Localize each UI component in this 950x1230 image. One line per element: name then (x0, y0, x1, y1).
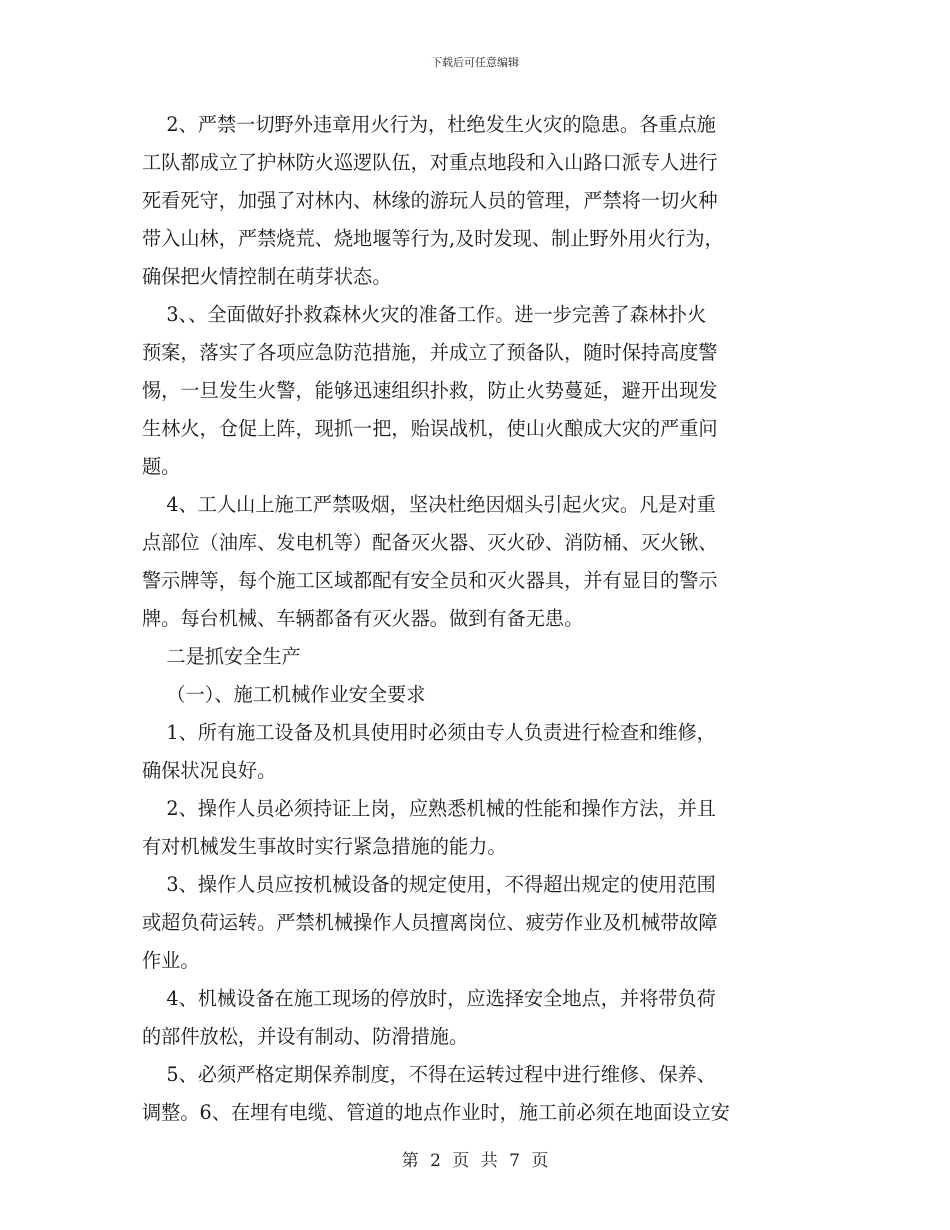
body-line: 确保把火情控制在萌芽状态。 (142, 265, 392, 288)
body-line: 题。 (142, 455, 181, 478)
body-line: 2、严禁一切野外违章用火行为，杜绝发生火灾的隐患。各重点施 (142, 113, 716, 136)
body-line: 3、操作人员应按机械设备的规定使用，不得超出规定的使用范围 (142, 873, 716, 896)
body-line: 调整。6、在埋有电缆、管道的地点作业时，施工前必须在地面设立安 (142, 1101, 730, 1124)
page-header-note: 下载后可任意编辑 (431, 56, 519, 69)
body-line: 死看死守，加强了对林内、林缘的游玩人员的管理，严禁将一切火种 (142, 189, 718, 212)
subsection-heading: （一）、施工机械作业安全要求 (142, 683, 426, 706)
page-number: 第 2 页 共 7 页 (401, 1151, 549, 1171)
body-line: 1、所有施工设备及机具使用时必须由专人负责进行检查和维修， (142, 721, 716, 744)
body-line: 或超负荷运转。严禁机械操作人员擅离岗位、疲劳作业及机械带故障 (142, 911, 718, 934)
body-line: 点部位（油库、发电机等）配备灭火器、灭火砂、消防桶、灭火锹、 (142, 531, 718, 554)
body-line: 牌。每台机械、车辆都备有灭火器。做到有备无患。 (142, 607, 584, 630)
body-line: 预案，落实了各项应急防范措施，并成立了预备队，随时保持高度警 (142, 341, 718, 364)
body-line: 的部件放松，并设有制动、防滑措施。 (142, 1025, 469, 1048)
body-line: 作业。 (142, 949, 200, 972)
body-line: 带入山林，严禁烧荒、烧地堰等行为,及时发现、制止野外用火行为， (142, 227, 724, 250)
body-line: 确保状况良好。 (142, 759, 277, 782)
body-line: 惕，一旦发生火警，能够迅速组织扑救，防止火势蔓延，避开出现发 (142, 379, 718, 402)
body-line: 警示牌等，每个施工区域都配有安全员和灭火器具，并有显目的警示 (142, 569, 718, 592)
body-line: 有对机械发生事故时实行紧急措施的能力。 (142, 835, 507, 858)
body-line: 生林火，仓促上阵，现抓一把，贻误战机，使山火酿成大灾的严重问 (142, 417, 718, 440)
body-line: 4、机械设备在施工现场的停放时，应选择安全地点，并将带负荷 (142, 987, 716, 1010)
body-line: 2、操作人员必须持证上岗，应熟悉机械的性能和操作方法，并且 (142, 797, 716, 820)
body-line: 工队都成立了护林防火巡逻队伍，对重点地段和入山路口派专人进行 (142, 151, 718, 174)
section-heading: 二是抓安全生产 (142, 645, 301, 668)
body-line: 5、必须严格定期保养制度，不得在运转过程中进行维修、保养、 (142, 1063, 716, 1086)
body-line: 4、工人山上施工严禁吸烟，坚决杜绝因烟头引起火灾。凡是对重 (142, 493, 716, 516)
body-line: 3、、全面做好扑救森林火灾的准备工作。进一步完善了森林扑火 (142, 303, 707, 326)
